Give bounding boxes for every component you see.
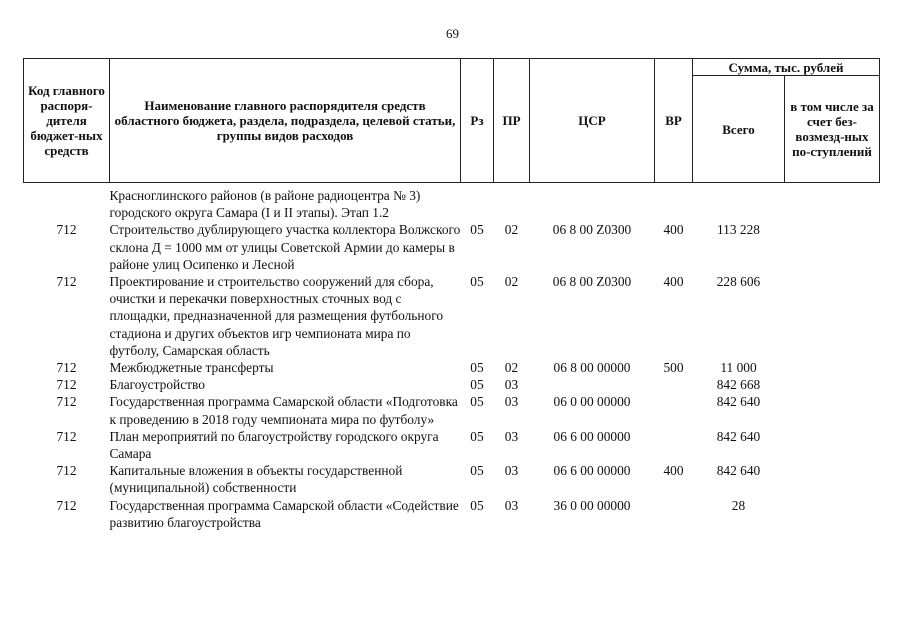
cell-vr bbox=[655, 183, 693, 222]
header-sum-total: Всего bbox=[693, 76, 785, 183]
cell-total: 11 000 bbox=[720, 360, 757, 376]
cell-total: 842 640 bbox=[716, 428, 761, 444]
cell-total: 113 228 bbox=[716, 222, 761, 238]
cell-free bbox=[785, 183, 880, 222]
cell-total: 842 668 bbox=[716, 377, 761, 393]
cell-vr bbox=[655, 497, 693, 531]
cell-code: 712 bbox=[56, 394, 77, 410]
cell-free bbox=[785, 376, 880, 393]
cell-name: Государственная программа Самарской области «Подготовка к проведению в 2018 году чемпионата мира по футболу» bbox=[109, 394, 458, 427]
cell-csr bbox=[530, 183, 655, 222]
cell-pr: 03 bbox=[504, 497, 519, 513]
cell-pr bbox=[494, 183, 530, 222]
cell-free bbox=[785, 497, 880, 531]
cell-rz: 05 bbox=[470, 394, 484, 410]
cell-name: Проектирование и строительство сооружений для сбора, очистки и перекачки поверхностных сточных вод с площадки, предназначенной для размещения футбольного стадиона и других объектов игр чемпионата мира по футболу, Самарская область bbox=[109, 274, 444, 358]
header-sum-group: Сумма, тыс. рублей bbox=[693, 59, 880, 76]
cell-csr: 06 6 00 00000 bbox=[553, 463, 631, 479]
cell-name: План мероприятий по благоустройству городского округа Самара bbox=[109, 428, 439, 462]
cell-rz: 05 bbox=[470, 360, 484, 376]
header-rz: Рз bbox=[461, 59, 494, 183]
cell-rz: 05 bbox=[470, 377, 484, 393]
table-row bbox=[24, 393, 880, 427]
cell-vr bbox=[655, 428, 693, 462]
cell-name: Благоустройство bbox=[109, 377, 205, 393]
cell-code: 712 bbox=[56, 222, 77, 238]
cell-code: 712 bbox=[56, 377, 77, 393]
budget-table bbox=[23, 58, 880, 531]
cell-csr: 36 0 00 00000 bbox=[553, 497, 631, 513]
table-row bbox=[24, 359, 880, 376]
cell-name: Строительство дублирующего участка коллектора Волжского склона Д = 1000 мм от улицы Советской Армии до камеры в районе улиц Осипенко и Лесной bbox=[109, 222, 461, 272]
header-csr: ЦСР bbox=[530, 59, 655, 183]
cell-pr: 02 bbox=[504, 222, 519, 238]
header-vr: ВР bbox=[655, 59, 693, 183]
cell-vr: 500 bbox=[663, 360, 684, 376]
cell-csr: 06 8 00 00000 bbox=[553, 360, 631, 376]
cell-rz: 05 bbox=[470, 428, 484, 444]
header-pr: ПР bbox=[494, 59, 530, 183]
cell-pr: 03 bbox=[504, 463, 519, 479]
cell-name: Красноглинского районов (в районе радиоцентра № 3) городского округа Самара (I и II этапы). Этап 1.2 bbox=[109, 188, 421, 221]
table-row bbox=[24, 221, 880, 273]
table-row bbox=[24, 497, 880, 531]
cell-code: 712 bbox=[56, 463, 77, 479]
cell-free bbox=[785, 273, 880, 359]
cell-pr: 03 bbox=[504, 377, 519, 393]
cell-csr: 06 6 00 00000 bbox=[553, 428, 631, 444]
cell-csr: 06 0 00 00000 bbox=[553, 394, 631, 410]
cell-code: 712 bbox=[56, 360, 77, 376]
cell-pr: 03 bbox=[504, 428, 519, 444]
table-body bbox=[24, 183, 880, 532]
cell-vr bbox=[655, 376, 693, 393]
cell-total: 28 bbox=[731, 497, 746, 513]
cell-free bbox=[785, 359, 880, 376]
cell-free bbox=[785, 221, 880, 273]
cell-rz: 05 bbox=[470, 274, 484, 290]
cell-code bbox=[24, 183, 110, 222]
cell-pr: 03 bbox=[504, 394, 519, 410]
header-code: Код главного распоря-дителя бюджет-ных средств bbox=[24, 59, 110, 183]
cell-rz bbox=[461, 183, 494, 222]
table-header bbox=[24, 59, 880, 183]
table-row bbox=[24, 273, 880, 359]
cell-total: 228 606 bbox=[716, 274, 761, 290]
cell-total: 842 640 bbox=[716, 463, 761, 479]
cell-vr: 400 bbox=[663, 222, 684, 238]
table-row bbox=[24, 376, 880, 393]
cell-pr: 02 bbox=[504, 274, 519, 290]
cell-code: 712 bbox=[56, 274, 77, 290]
cell-csr: 06 8 00 Z0300 bbox=[552, 222, 632, 238]
cell-csr bbox=[530, 376, 655, 393]
cell-csr: 06 8 00 Z0300 bbox=[552, 274, 632, 290]
cell-code: 712 bbox=[56, 497, 77, 513]
cell-name: Межбюджетные трансферты bbox=[109, 360, 274, 376]
cell-free bbox=[785, 393, 880, 427]
cell-name: Капитальные вложения в объекты государственной (муниципальной) собственности bbox=[109, 463, 403, 496]
table-row bbox=[24, 428, 880, 462]
cell-pr: 02 bbox=[504, 360, 519, 376]
header-name: Наименование главного распорядителя средств областного бюджета, раздела, подраздела, целевой статьи, группы видов расходов bbox=[110, 59, 461, 183]
cell-total: 842 640 bbox=[716, 394, 761, 410]
cell-vr: 400 bbox=[663, 463, 684, 479]
cell-rz: 05 bbox=[470, 463, 484, 479]
cell-vr: 400 bbox=[663, 274, 684, 290]
cell-rz: 05 bbox=[470, 222, 484, 238]
cell-name: Государственная программа Самарской области «Содействие развитию благоустройства bbox=[109, 497, 459, 530]
cell-vr bbox=[655, 393, 693, 427]
cell-rz: 05 bbox=[470, 497, 484, 513]
table-row bbox=[24, 183, 880, 222]
header-sum-free: в том числе за счет без-возмезд-ных по-ступлений bbox=[785, 76, 880, 183]
cell-free bbox=[785, 428, 880, 462]
cell-code: 712 bbox=[56, 428, 77, 444]
cell-free bbox=[785, 462, 880, 496]
cell-total bbox=[693, 183, 785, 222]
table-row bbox=[24, 462, 880, 496]
page-number: 69 bbox=[446, 26, 459, 41]
